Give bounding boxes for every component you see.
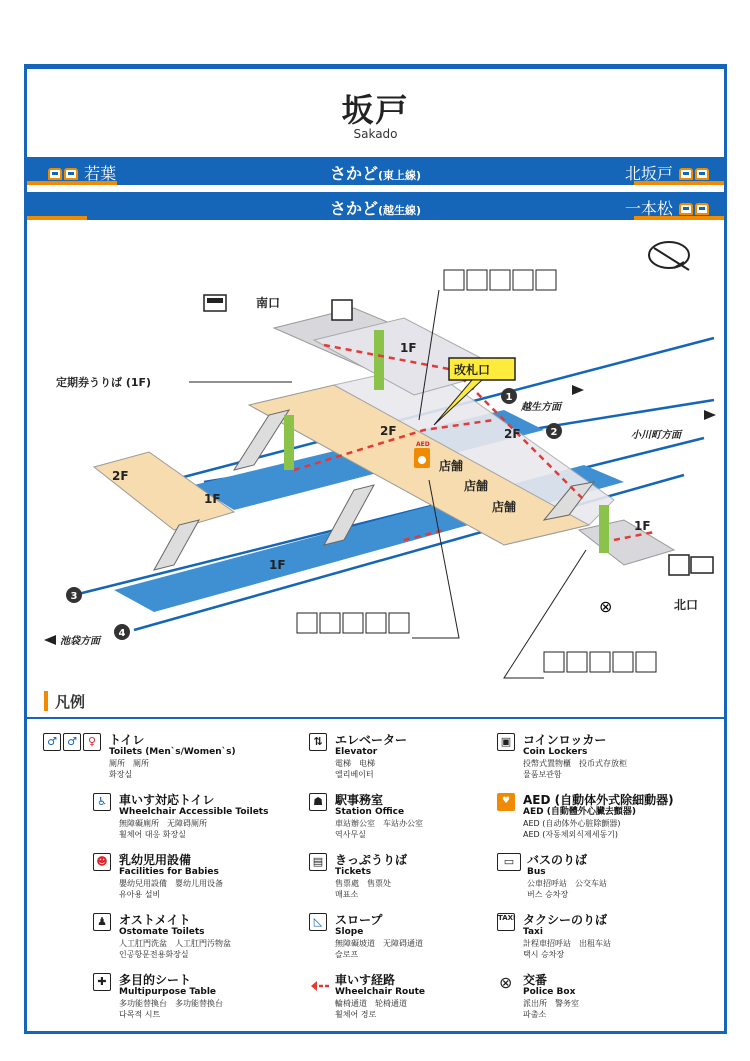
legend-label-ko: 파출소	[523, 1010, 547, 1019]
legend-label-ko: 휠체어 대응 화장실	[119, 830, 186, 839]
police-box-icon: ⊗	[499, 973, 513, 992]
bus-stop-icon	[204, 295, 226, 311]
station-name-ja: 坂戸	[341, 91, 410, 129]
legend-label-en: AED (自動體外心臟去顫器)	[523, 807, 636, 817]
south-exit-label: 南口	[256, 296, 281, 310]
baby-facilities-icon: ☻	[93, 853, 111, 871]
legend-label-ko: 역사무실	[335, 830, 366, 839]
train-icon	[679, 168, 693, 180]
aed-label: AED	[416, 441, 430, 448]
legend-label-zh: 人工肛門洗盆 人工肛門汚物盆	[119, 939, 231, 948]
legend-label-zh: 多功能替換台 多功能替换台	[119, 999, 223, 1008]
floor-2f-left-label: 2F	[112, 469, 129, 483]
direction-ikebukuro-label: 池袋方面	[60, 636, 100, 647]
taxi-icon: TAXI	[497, 913, 515, 931]
legend-label-ja: 交番	[523, 973, 548, 987]
legend-item-slope	[309, 913, 499, 963]
ticket-icon: ▤	[309, 853, 327, 871]
legend-label-en: Slope	[335, 927, 364, 937]
legend-label-ja: AED (自動体外式除細動器)	[523, 793, 674, 807]
legend-label-ko: 다목적 시트	[119, 1010, 161, 1019]
legend-label-en: Police Box	[523, 987, 576, 997]
taxi-stand-icon	[332, 300, 352, 320]
current-station-label: さかど	[329, 164, 378, 183]
legend-label-ko: 인공항문전용화장실	[119, 950, 189, 959]
elevator-icon: ⇅	[309, 733, 327, 751]
shop-label-2: 店舗	[464, 479, 489, 493]
legend-label-ja: きっぷうりば	[335, 853, 408, 867]
floor-1f-lower-label: 1F	[269, 558, 286, 572]
shop-label-1: 店舗	[439, 459, 464, 473]
legend-accent	[44, 691, 48, 711]
legend-item-station-office	[309, 793, 499, 843]
slope-icon: ◺	[309, 913, 327, 931]
legend-label-ja: スロープ	[335, 913, 383, 927]
legend-label-ja: オストメイト	[119, 913, 191, 927]
legend-label-ja: バスのりば	[527, 853, 588, 867]
legend-label-en: Ostomate Toilets	[119, 927, 205, 937]
legend-item-taxi	[497, 913, 717, 963]
legend-label-ko: 유아용 설비	[119, 890, 161, 899]
facility-icons-top	[444, 270, 556, 290]
floor-2f-right-label: 2F	[504, 427, 521, 441]
toilet-icon: ♂	[43, 733, 61, 751]
north-exit-label: 北口	[674, 598, 699, 612]
legend-item-wheelchair-route	[309, 973, 499, 1023]
legend-label-ja: タクシーのりば	[523, 913, 608, 927]
legend-label-ko: 화장실	[109, 770, 133, 779]
legend-item-wheelchair-toilets	[93, 793, 293, 843]
floor-2f-center-label: 2F	[380, 424, 397, 438]
legend-label-en: Facilities for Babies	[119, 867, 219, 877]
line-name-label: (東上線)	[377, 169, 422, 182]
legend-label-zh: 電梯 电梯	[335, 759, 375, 768]
direction-ogose-label: 越生方面	[521, 402, 561, 413]
legend-label-zh: 售票處 售票处	[335, 879, 391, 888]
legend-item-police-box	[497, 973, 717, 1023]
next-station-label: 一本松	[624, 199, 673, 218]
coin-locker-icon: ▣	[497, 733, 515, 751]
legend-label-ko: AED (자동체외식제세동기)	[523, 830, 619, 839]
next-station	[625, 196, 710, 219]
legend-label-zh: 投幣式置物櫃 投币式存放柜	[523, 759, 627, 768]
legend-item-coin-lockers	[497, 733, 717, 783]
station-name-en: Sakado	[353, 127, 398, 141]
legend-label-en: Tickets	[335, 867, 372, 877]
legend-label-ja: コインロッカー	[523, 733, 607, 747]
legend-label-zh: 派出所 警务室	[523, 999, 579, 1008]
police-box-icon: ⊗	[599, 597, 613, 616]
legend-divider	[27, 717, 724, 719]
next-station-label: 北坂戸	[624, 164, 673, 183]
legend-label-ko: 휠체어 경로	[335, 1010, 377, 1019]
legend-label-zh: 嬰幼兒用設備 婴幼儿用设备	[119, 879, 223, 888]
ostomate-icon: ♟	[93, 913, 111, 931]
legend-label-en: Wheelchair Route	[335, 987, 426, 997]
aed-icon: ♥	[497, 793, 515, 811]
legend-item-ostomate	[93, 913, 293, 963]
legend-item-baby-facilities	[93, 853, 293, 903]
legend-label-zh: 無障礙坡道 无障碍通道	[335, 939, 423, 948]
previous-station-label: 若葉	[84, 164, 117, 183]
bus-icon: ▭	[497, 853, 521, 871]
legend-item-elevator	[309, 733, 499, 783]
legend-label-zh: 公車招呼站 公交车站	[527, 879, 607, 888]
legend-label-ko: 슬로프	[335, 950, 359, 959]
next-station	[625, 161, 710, 184]
taxi-stand-north-icon	[669, 555, 713, 575]
platform-1-label: 1	[505, 392, 513, 403]
wheelchair-toilet-icon: ♿	[93, 793, 111, 811]
line-bar-tojo	[27, 157, 724, 185]
station-office-icon: ☗	[309, 793, 327, 811]
legend-label-zh: 無障礙廁所 无障碍厕所	[119, 819, 207, 828]
legend-label-ja: 駅事務室	[335, 793, 384, 807]
direction-ogawamachi-label: 小川町方面	[631, 430, 681, 441]
legend-label-zh: AED (自动体外心脏除颤器)	[523, 819, 621, 828]
legend-label-ko: 택시 승차장	[523, 950, 565, 959]
legend-label-ko: 버스 승차장	[527, 890, 569, 899]
floor-1f-south-label: 1F	[400, 341, 417, 355]
train-icon	[695, 168, 709, 180]
line-name-label: (越生線)	[377, 204, 422, 217]
shop-label-3: 店舗	[492, 500, 517, 514]
legend-label-ja: 多目的シート	[119, 973, 192, 987]
legend-label-ko: 물품보관함	[523, 770, 562, 779]
legend-label-zh: 計程車招呼站 出租车站	[523, 939, 611, 948]
legend-label-ja: 車いす対応トイレ	[119, 793, 215, 807]
current-station-tojo	[27, 161, 724, 184]
legend-label-en: Bus	[527, 867, 546, 877]
legend-label-zh: 車站辦公室 车站办公室	[335, 819, 423, 828]
platform-2-label: 2	[550, 427, 558, 438]
floor-1f-north-label: 1F	[634, 519, 651, 533]
legend-label-en: Taxi	[523, 927, 543, 937]
wheelchair-route-icon	[309, 977, 331, 995]
commuter-pass-label: 定期券うりば (1F)	[56, 376, 152, 389]
toilet-men-icon: ♂	[63, 733, 81, 751]
toilet-women-icon: ♀	[83, 733, 101, 751]
platform-3-label: 3	[70, 591, 78, 602]
multipurpose-table-icon: ✚	[93, 973, 111, 991]
legend-label-en: Station Office	[335, 807, 405, 817]
north-exit-building	[579, 520, 674, 565]
legend-label-ja: エレベーター	[335, 733, 408, 747]
facility-icons-bottom	[297, 613, 409, 633]
aed-icon	[414, 448, 430, 468]
legend-label-en: Coin Lockers	[523, 747, 588, 757]
floor-1f-platform-label: 1F	[204, 492, 221, 506]
legend-item-tickets	[309, 853, 499, 903]
train-icon	[695, 203, 709, 215]
legend-label-ja: 車いす経路	[335, 973, 396, 987]
platform-4-label: 4	[118, 628, 126, 639]
legend-label-en: Multipurpose Table	[119, 987, 217, 997]
legend-title: 凡例	[55, 693, 86, 711]
current-station-label: さかど	[329, 199, 378, 218]
current-station-ogose	[27, 196, 724, 219]
north-arrow-icon	[649, 242, 689, 270]
ticket-gate-label: 改札口	[454, 363, 491, 377]
legend-item-multipurpose-table	[93, 973, 293, 1023]
legend-label-en: Elevator	[335, 747, 378, 757]
station-map	[24, 220, 724, 680]
legend-item-toilets	[43, 733, 273, 783]
legend-label-ja: トイレ	[109, 733, 145, 747]
legend-item-bus	[497, 853, 717, 903]
legend-label-en: Toilets (Men`s/Women`s)	[109, 747, 236, 757]
legend-label-zh: 輪椅通道 轮椅通道	[335, 999, 407, 1008]
legend-label-ja: 乳幼児用設備	[119, 853, 192, 867]
legend-label-ko: 매표소	[335, 890, 359, 899]
train-icon	[679, 203, 693, 215]
facility-icons-north	[544, 652, 656, 672]
legend-item-aed	[497, 793, 717, 843]
legend-label-zh: 厕所 厕所	[109, 759, 149, 768]
line-bar-ogose	[27, 192, 724, 220]
legend-label-ko: 엘리베이터	[335, 770, 374, 779]
legend-label-en: Wheelchair Accessible Toilets	[119, 807, 269, 817]
